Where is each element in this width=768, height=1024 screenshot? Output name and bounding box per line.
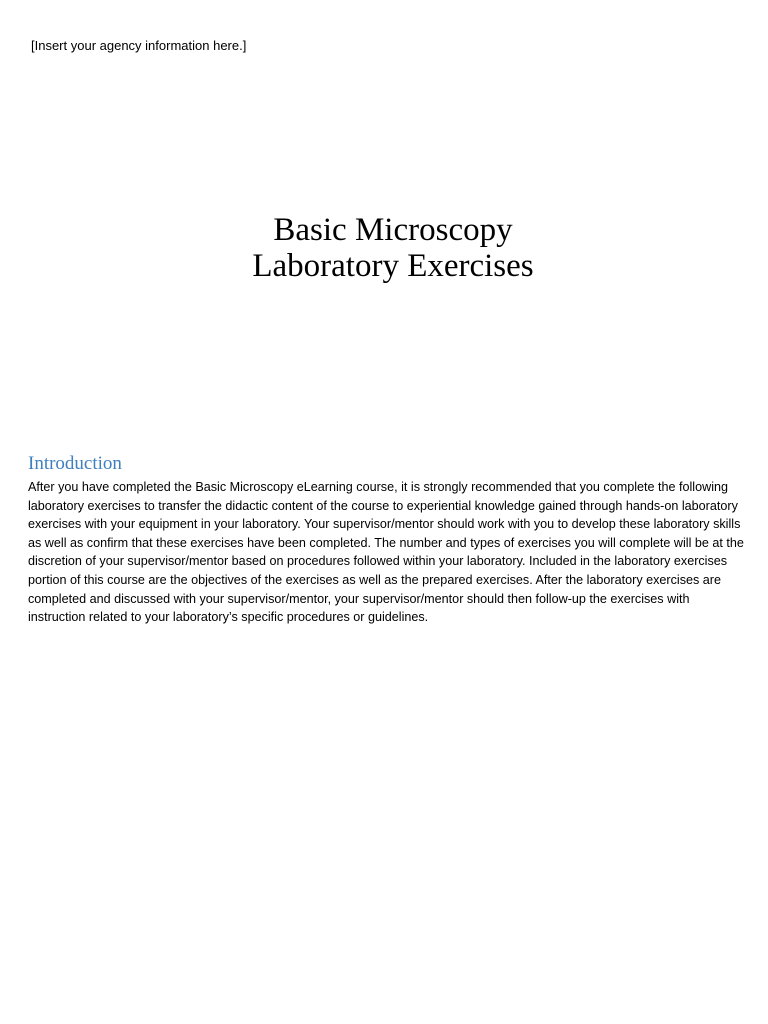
document-title bbox=[0, 212, 768, 284]
agency-information-placeholder: [Insert your agency information here.] bbox=[31, 38, 247, 53]
introduction-heading: Introduction bbox=[28, 453, 122, 474]
introduction-paragraph: After you have completed the Basic Microscopy eLearning course, it is strongly recommended that you complete the following laboratory exercises to transfer the didactic content of the course to experiential knowledge gained through hands-on laboratory exercises with your equipment in your laboratory. Your supervisor/mentor should work with you to develop these laboratory skills as well as confirm that these exercises have been completed. The number and types of exercises you will complete will be at the discretion of your supervisor/mentor based on procedures followed within your laboratory. Included in the laboratory exercises portion of this course are the objectives of the exercises as well as the prepared exercises. After the laboratory exercises are completed and discussed with your supervisor/mentor, your supervisor/mentor should then follow-up the exercises with instruction related to your laboratory’s specific procedures or guidelines. bbox=[28, 480, 744, 625]
title-line-2: Laboratory Exercises bbox=[252, 248, 534, 284]
title-line-1: Basic Microscopy bbox=[273, 212, 513, 248]
